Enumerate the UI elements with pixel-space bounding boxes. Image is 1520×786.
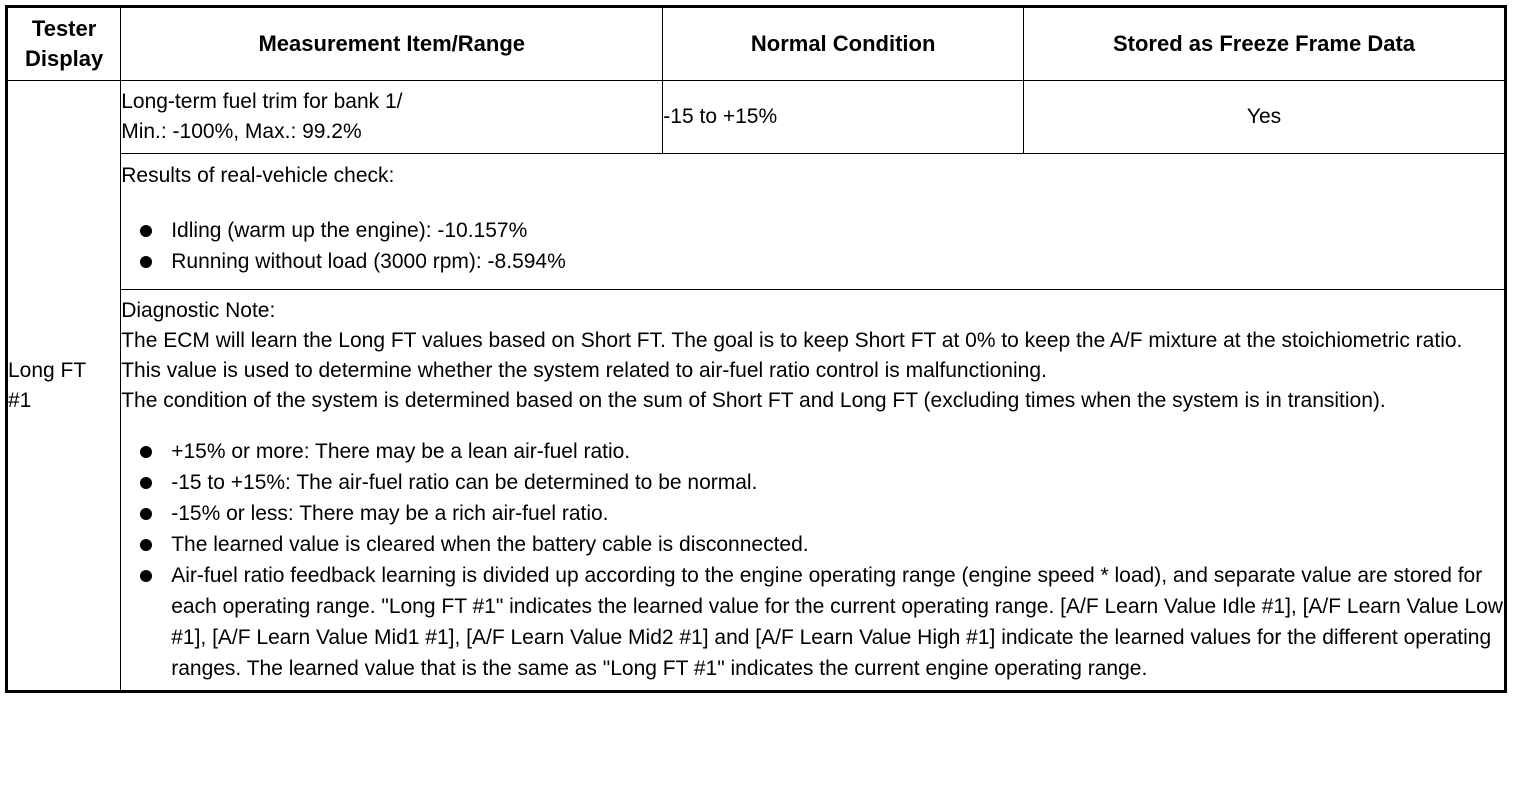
check-cell <box>121 154 1506 290</box>
bullet-icon <box>140 570 152 582</box>
header-normal-condition: Normal Condition <box>663 7 1024 81</box>
note-paragraph: The condition of the system is determined based on the sum of Short FT and Long FT (excluding times when the system is in transition). <box>121 389 1386 412</box>
note-list <box>121 436 1504 684</box>
list-item: +15% or more: There may be a lean air-fuel ratio. <box>121 436 1504 467</box>
list-item: Air-fuel ratio feedback learning is divided up according to the engine operating range (engine speed * load), and separate value are stored for each operating range. "Long FT #1" indicates the learned value for the current operating range. [A/F Learn Value Idle #1], [A/F Learn Value Low #1], [A/F Learn Value Mid1 #1], [A/F Learn Value Mid2 #1] and [A/F Learn Value High #1] indicate the learned values for the different operating ranges. The learned value that is the same as "Long FT #1" indicates the current engine operating range. <box>121 560 1504 684</box>
item-row <box>7 81 1506 154</box>
freeze-frame-cell: Yes <box>1024 81 1506 154</box>
bullet-icon <box>140 446 152 458</box>
list-item: The learned value is cleared when the battery cable is disconnected. <box>121 529 1504 560</box>
check-title: Results of real-vehicle check: <box>121 164 395 187</box>
item-label: Long FT #1 <box>8 358 86 412</box>
tester-display-cell <box>7 81 121 692</box>
header-row <box>7 7 1506 81</box>
note-paragraph: The ECM will learn the Long FT values based on Short FT. The goal is to keep Short FT at 0% to keep the A/F mixture at the stoichiometric ratio. <box>121 329 1463 352</box>
note-title: Diagnostic Note: <box>121 299 276 322</box>
bullet-icon <box>140 539 152 551</box>
bullet-icon <box>140 256 152 268</box>
list-item: Idling (warm up the engine): -10.157% <box>121 215 1504 246</box>
normal-condition-cell: -15 to +15% <box>663 81 1024 154</box>
range-line-1: Long-term fuel trim for bank 1/ <box>121 90 403 113</box>
note-cell <box>121 290 1506 692</box>
header-tester-display: Tester Display <box>7 7 121 81</box>
header-measurement: Measurement Item/Range <box>121 7 663 81</box>
bullet-icon <box>140 508 152 520</box>
bullet-icon <box>140 477 152 489</box>
check-row <box>7 154 1506 290</box>
note-paragraph: This value is used to determine whether the system related to air-fuel ratio control is malfunctioning. <box>121 359 1047 382</box>
check-list <box>121 215 1504 277</box>
list-item: Running without load (3000 rpm): -8.594% <box>121 246 1504 277</box>
list-item: -15 to +15%: The air-fuel ratio can be determined to be normal. <box>121 467 1504 498</box>
bullet-icon <box>140 225 152 237</box>
header-freeze-frame: Stored as Freeze Frame Data <box>1024 7 1506 81</box>
measurement-range-cell <box>121 81 663 154</box>
data-table <box>5 5 1507 693</box>
list-item: -15% or less: There may be a rich air-fuel ratio. <box>121 498 1504 529</box>
note-row <box>7 290 1506 692</box>
range-line-2: Min.: -100%, Max.: 99.2% <box>121 120 362 143</box>
